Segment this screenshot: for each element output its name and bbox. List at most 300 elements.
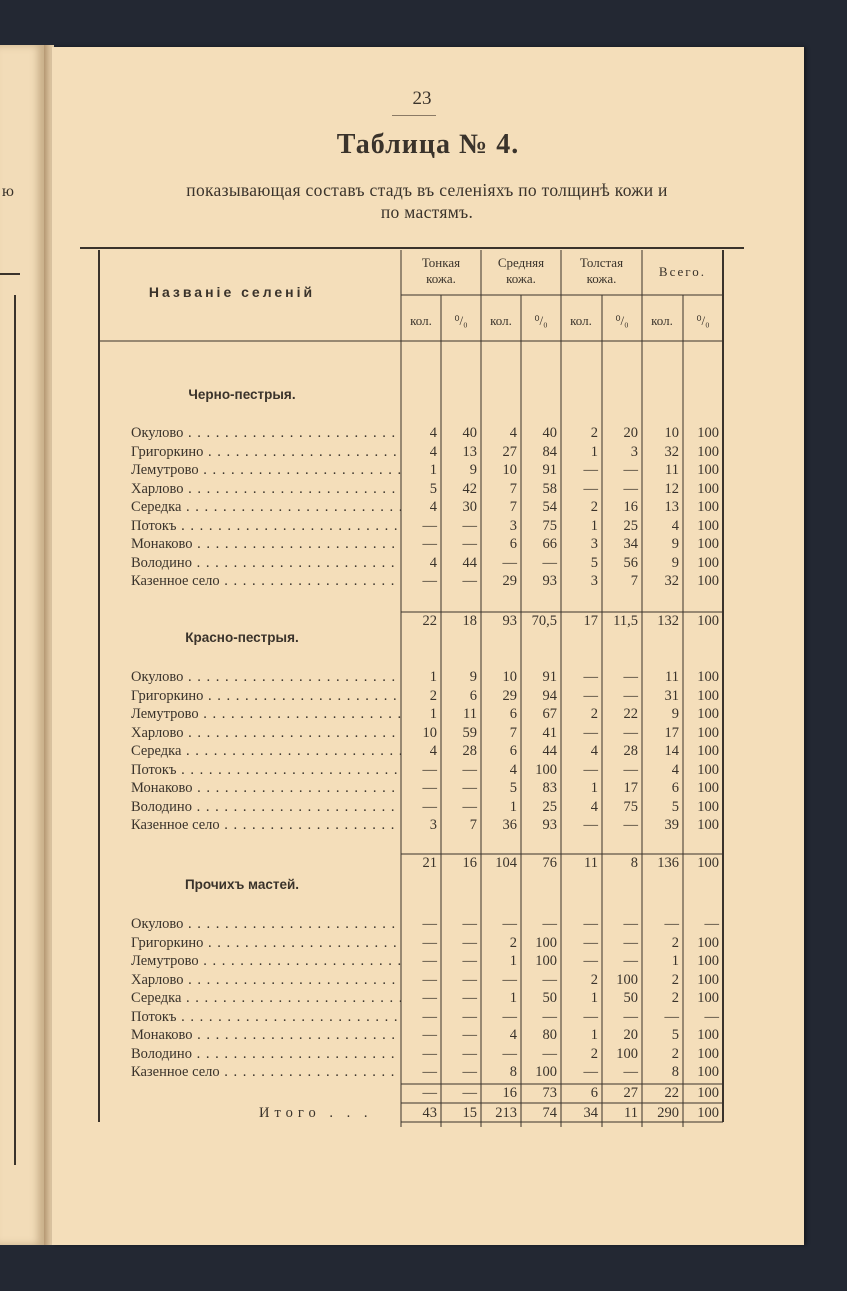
row-cell-3: 58 [542, 480, 557, 497]
village-name: Монаково . . . [131, 535, 401, 553]
subtotal-cell-7: 100 [697, 613, 719, 629]
row-cell-1: — [462, 934, 477, 951]
row-cell-0: 1 [429, 462, 437, 478]
row-cell-3: 100 [535, 934, 557, 951]
row-cell-0: — [422, 1008, 437, 1025]
row-cell-7: — [704, 1008, 719, 1025]
row-cell-1: — [462, 1045, 477, 1062]
row-cell-5: 50 [623, 990, 638, 1006]
row-cell-1: — [462, 780, 477, 796]
table-row [52, 461, 804, 479]
row-cell-1: — [462, 761, 477, 778]
table-row [52, 424, 804, 442]
row-cell-7: 100 [697, 554, 719, 571]
subtotal-cell-1: 16 [462, 855, 477, 871]
subtotal-cell-3: 76 [542, 855, 557, 871]
row-cell-2: 6 [509, 706, 517, 722]
village-name: Потокъ . . . [131, 517, 401, 535]
village-name: Окулово . . . [131, 668, 401, 686]
village-name: Окулово . . . [131, 424, 401, 442]
total-cell-2: 213 [495, 1105, 517, 1121]
row-cell-1: 13 [462, 443, 477, 460]
row-cell-2: 29 [502, 573, 517, 589]
row-cell-4: — [583, 1064, 598, 1080]
row-cell-1: — [462, 1064, 477, 1080]
subtotal-cell-0: 21 [422, 855, 437, 871]
row-cell-7: 100 [697, 780, 719, 796]
row-cell-4: — [583, 724, 598, 741]
row-cell-1: 40 [462, 425, 477, 441]
row-cell-3: 80 [542, 1027, 557, 1043]
row-cell-3: — [542, 1045, 557, 1062]
subtotal-cell-5: 8 [630, 855, 638, 871]
subtotal-cell-7: 100 [697, 1085, 719, 1101]
table-row [52, 798, 804, 816]
row-cell-7: 100 [697, 462, 719, 478]
row-cell-4: 2 [590, 1045, 598, 1062]
village-name: Григоркино . . . [131, 443, 401, 461]
subtotal-cell-2: 93 [502, 613, 517, 629]
row-cell-6: 17 [664, 724, 679, 741]
table-row [52, 554, 804, 572]
row-cell-0: — [422, 1045, 437, 1062]
row-cell-2: 1 [509, 990, 517, 1006]
row-cell-6: 2 [671, 971, 679, 988]
section-title: Красно-пестрыя. [185, 630, 299, 645]
row-cell-0: 4 [429, 743, 437, 759]
row-cell-5: — [623, 953, 638, 969]
table-row [52, 1063, 804, 1081]
row-cell-6: 5 [671, 798, 679, 815]
row-cell-4: 1 [590, 443, 598, 460]
row-cell-1: — [462, 990, 477, 1006]
subtitle-line-2: по мастямъ. [380, 202, 474, 222]
subtotal-cell-6: 136 [657, 855, 679, 871]
village-name: Монаково . . . [131, 1026, 401, 1044]
section-title: Прочихъ мастей. [184, 877, 300, 892]
row-cell-2: 7 [509, 724, 517, 741]
subtitle-line-1: показывающая составъ стадъ въ селеніяхъ по толщинѣ кожи и [186, 180, 668, 200]
section-title: Черно-пестрыя. [188, 387, 296, 402]
village-name: Окулово . . . [131, 915, 401, 933]
row-cell-4: — [583, 817, 598, 833]
table-row [52, 724, 804, 742]
table-row [52, 761, 804, 779]
row-cell-2: 1 [509, 953, 517, 969]
total-row [52, 1104, 804, 1122]
table-row [52, 480, 804, 498]
row-cell-6: 2 [671, 990, 679, 1006]
table-row [52, 443, 804, 461]
subtotal-cell-2: 16 [502, 1085, 517, 1101]
row-cell-6: — [664, 916, 679, 932]
row-cell-0: — [422, 536, 437, 552]
sub-pct-1: ⁰/₀ [454, 313, 468, 328]
row-cell-2: 7 [509, 499, 517, 515]
row-cell-7: 100 [697, 990, 719, 1006]
row-cell-2: 8 [509, 1064, 517, 1080]
page-number: 23 [412, 88, 432, 109]
row-cell-4: 2 [590, 499, 598, 515]
village-name: Харлово . . . [131, 971, 401, 989]
row-cell-3: — [542, 1008, 557, 1025]
subtotal-row [52, 1084, 804, 1102]
table-row [52, 989, 804, 1007]
row-cell-5: 20 [623, 1027, 638, 1043]
row-cell-2: 4 [509, 425, 517, 441]
row-cell-2: 6 [509, 743, 517, 759]
row-cell-2: 7 [509, 480, 517, 497]
row-cell-3: — [542, 554, 557, 571]
row-cell-4: 1 [590, 780, 598, 796]
left-page-text-fragment: ю [2, 183, 14, 200]
subtotal-cell-7: 100 [697, 855, 719, 871]
row-cell-4: 1 [590, 1027, 598, 1043]
row-cell-6: 12 [664, 480, 679, 497]
table-title: Таблица № 4. [336, 129, 520, 160]
row-cell-2: 5 [509, 780, 517, 796]
row-cell-7: 100 [697, 934, 719, 951]
table-row [52, 779, 804, 797]
row-cell-5: — [623, 480, 638, 497]
row-cell-6: 8 [671, 1064, 679, 1080]
row-cell-0: — [422, 761, 437, 778]
row-cell-7: 100 [697, 573, 719, 589]
row-cell-7: — [704, 916, 719, 932]
row-cell-1: 7 [469, 817, 477, 833]
village-name: Володино . . . [131, 554, 401, 572]
left-page-table-line [14, 295, 16, 1165]
row-cell-3: 84 [542, 443, 557, 460]
row-cell-0: 5 [429, 480, 437, 497]
row-cell-7: 100 [697, 971, 719, 988]
book-page [52, 47, 804, 1245]
row-cell-6: 5 [671, 1027, 679, 1043]
row-cell-7: 100 [697, 499, 719, 515]
row-cell-7: 100 [697, 761, 719, 778]
row-cell-5: 16 [623, 499, 638, 515]
row-cell-7: 100 [697, 1045, 719, 1062]
row-cell-3: 91 [542, 462, 557, 478]
row-cell-4: — [583, 761, 598, 778]
row-cell-2: 6 [509, 536, 517, 552]
table-row [52, 668, 804, 686]
row-cell-2: — [502, 916, 517, 932]
village-name: Лемутрово . . . [131, 952, 401, 970]
row-cell-0: — [422, 1064, 437, 1080]
subtotal-cell-6: 22 [664, 1085, 679, 1101]
row-cell-0: 10 [422, 724, 437, 741]
row-cell-6: 32 [664, 573, 679, 589]
total-label: Итого . . . [259, 1105, 373, 1121]
sub-kol-3: кол. [570, 313, 592, 328]
row-cell-6: 9 [671, 706, 679, 722]
row-cell-6: 31 [664, 687, 679, 704]
subtotal-cell-5: 27 [623, 1085, 638, 1101]
row-cell-2: 2 [509, 934, 517, 951]
row-cell-1: 30 [462, 499, 477, 515]
row-cell-3: 41 [542, 724, 557, 741]
row-cell-4: — [583, 1008, 598, 1025]
row-cell-0: 4 [429, 443, 437, 460]
row-cell-1: — [462, 971, 477, 988]
row-cell-1: — [462, 517, 477, 534]
row-cell-4: 2 [590, 706, 598, 722]
row-cell-0: 4 [429, 499, 437, 515]
total-cell-3: 74 [542, 1105, 557, 1121]
row-cell-3: 75 [542, 517, 557, 534]
subtotal-cell-3: 70,5 [531, 613, 557, 629]
row-cell-4: — [583, 480, 598, 497]
table-row [52, 1026, 804, 1044]
sub-kol-4: кол. [651, 313, 673, 328]
subtotal-cell-4: 17 [583, 613, 598, 629]
village-name: Володино . . . [131, 798, 401, 816]
table-row [52, 952, 804, 970]
village-name: Казенное село . . . [131, 816, 401, 834]
row-cell-6: 6 [671, 780, 679, 796]
row-cell-6: 32 [664, 443, 679, 460]
header-thin-skin-label: Тонкая кожа. [421, 255, 461, 286]
row-cell-5: — [623, 724, 638, 741]
row-cell-6: 2 [671, 934, 679, 951]
sub-kol-1: кол. [410, 313, 432, 328]
row-cell-5: 25 [623, 517, 638, 534]
row-cell-1: 9 [469, 462, 477, 478]
row-cell-7: 100 [697, 425, 719, 441]
row-cell-6: 39 [664, 817, 679, 833]
row-cell-4: 2 [590, 971, 598, 988]
header-total-label: Всего. [658, 264, 707, 279]
village-name: Казенное село . . . [131, 572, 401, 590]
subtotal-cell-2: 104 [495, 855, 517, 871]
row-cell-4: 2 [590, 425, 598, 441]
village-name: Харлово . . . [131, 724, 401, 742]
row-cell-1: — [462, 798, 477, 815]
row-cell-5: 20 [623, 425, 638, 441]
row-cell-7: 100 [697, 953, 719, 969]
row-cell-5: — [623, 1064, 638, 1080]
total-cell-4: 34 [583, 1105, 598, 1121]
row-cell-5: — [623, 817, 638, 833]
row-cell-1: — [462, 1027, 477, 1043]
sub-kol-2: кол. [490, 313, 512, 328]
subtotal-cell-3: 73 [542, 1085, 557, 1101]
row-cell-3: 66 [542, 536, 557, 552]
subtotal-cell-1: — [462, 1085, 477, 1101]
row-cell-5: 56 [623, 554, 638, 571]
row-cell-0: — [422, 990, 437, 1006]
row-cell-5: — [623, 462, 638, 478]
table-row [52, 498, 804, 516]
row-cell-5: 75 [623, 798, 638, 815]
row-cell-4: — [583, 953, 598, 969]
row-cell-5: 100 [616, 971, 638, 988]
row-cell-4: 5 [590, 554, 598, 571]
row-cell-7: 100 [697, 443, 719, 460]
row-cell-0: 3 [429, 817, 437, 833]
row-cell-6: 11 [665, 669, 679, 685]
row-cell-6: 4 [671, 517, 679, 534]
row-cell-4: 1 [590, 517, 598, 534]
subtotal-row [52, 612, 804, 630]
row-cell-6: 1 [671, 953, 679, 969]
subtotal-cell-0: — [422, 1085, 437, 1101]
row-cell-1: 6 [469, 687, 477, 704]
table-row [52, 934, 804, 952]
row-cell-2: 1 [509, 798, 517, 815]
row-cell-7: 100 [697, 669, 719, 685]
row-cell-5: 7 [630, 573, 638, 589]
row-cell-1: 59 [462, 724, 477, 741]
row-cell-0: — [422, 971, 437, 988]
row-cell-2: 36 [502, 817, 517, 833]
sub-pct-3: ⁰/₀ [615, 313, 629, 328]
row-cell-6: 9 [671, 536, 679, 552]
sub-pct-2: ⁰/₀ [534, 313, 548, 328]
header-thick-skin [561, 255, 642, 287]
row-cell-3: 25 [542, 798, 557, 815]
row-cell-5: 3 [630, 443, 638, 460]
row-cell-6: — [664, 1008, 679, 1025]
row-cell-4: — [583, 687, 598, 704]
village-name: Середка . . . [131, 742, 401, 760]
row-cell-7: 100 [697, 536, 719, 552]
row-cell-5: — [623, 669, 638, 685]
row-cell-2: 4 [509, 761, 517, 778]
village-name: Казенное село . . . [131, 1063, 401, 1081]
subtotal-cell-6: 132 [657, 613, 679, 629]
row-cell-5: — [623, 761, 638, 778]
row-cell-4: — [583, 462, 598, 478]
subtotal-cell-4: 11 [584, 855, 598, 871]
row-cell-3: 100 [535, 761, 557, 778]
row-cell-0: — [422, 798, 437, 815]
header-thick-skin-label: Толстая кожа. [579, 255, 624, 286]
row-cell-7: 100 [697, 743, 719, 759]
sub-pct-4: ⁰/₀ [696, 313, 710, 328]
village-name: Харлово . . . [131, 480, 401, 498]
village-name: Середка . . . [131, 498, 401, 516]
table-row [52, 971, 804, 989]
table-row [52, 742, 804, 760]
row-cell-0: 4 [429, 554, 437, 571]
row-cell-6: 14 [664, 743, 679, 759]
row-cell-0: 4 [429, 425, 437, 441]
left-page-edge [0, 45, 46, 1245]
row-cell-7: 100 [697, 687, 719, 704]
row-cell-4: 1 [590, 990, 598, 1006]
row-cell-2: 27 [502, 443, 517, 460]
row-cell-3: 93 [542, 817, 557, 833]
village-name: Лемутрово . . . [131, 705, 401, 723]
row-cell-5: 34 [623, 536, 638, 552]
row-cell-0: — [422, 953, 437, 969]
total-cell-6: 290 [657, 1105, 679, 1121]
row-cell-7: 100 [697, 480, 719, 497]
row-cell-1: 28 [462, 743, 477, 759]
table-row [52, 517, 804, 535]
row-cell-4: 4 [590, 798, 598, 815]
village-name: Потокъ . . . [131, 761, 401, 779]
subtotal-cell-0: 22 [422, 613, 437, 629]
left-page-rule [0, 273, 20, 275]
row-cell-1: — [462, 953, 477, 969]
row-cell-3: 44 [542, 743, 557, 759]
row-cell-6: 2 [671, 1045, 679, 1062]
row-cell-6: 10 [664, 425, 679, 441]
row-cell-0: — [422, 573, 437, 589]
row-cell-4: — [583, 916, 598, 932]
row-cell-5: 22 [623, 706, 638, 722]
row-cell-1: 9 [469, 669, 477, 685]
row-cell-6: 9 [671, 554, 679, 571]
row-cell-4: 4 [590, 743, 598, 759]
table-row [52, 535, 804, 553]
table-row [52, 816, 804, 834]
row-cell-3: 94 [542, 687, 557, 704]
row-cell-2: 10 [502, 462, 517, 478]
row-cell-4: 3 [590, 573, 598, 589]
row-cell-2: — [502, 554, 517, 571]
row-cell-1: 44 [462, 554, 477, 571]
village-name: Володино . . . [131, 1045, 401, 1063]
header-medium-skin-label: Средняя кожа. [497, 255, 545, 286]
row-cell-7: 100 [697, 517, 719, 534]
row-cell-0: 2 [429, 687, 437, 704]
row-cell-2: 3 [509, 517, 517, 534]
row-cell-5: — [623, 687, 638, 704]
row-cell-3: 40 [542, 425, 557, 441]
village-name: Лемутрово . . . [131, 461, 401, 479]
village-name: Середка . . . [131, 989, 401, 1007]
row-cell-7: 100 [697, 706, 719, 722]
row-cell-5: 17 [623, 780, 638, 796]
row-cell-3: 100 [535, 1064, 557, 1080]
row-cell-2: — [502, 1045, 517, 1062]
row-cell-0: — [422, 934, 437, 951]
row-cell-0: 1 [429, 669, 437, 685]
village-name: Григоркино . . . [131, 934, 401, 952]
header-village-name: Названіе селеній [148, 284, 316, 300]
total-cell-7: 100 [697, 1105, 719, 1121]
village-name: Григоркино . . . [131, 687, 401, 705]
row-cell-7: 100 [697, 798, 719, 815]
row-cell-1: — [462, 1008, 477, 1025]
header-total [642, 264, 723, 280]
table-row [52, 705, 804, 723]
table-row [52, 915, 804, 933]
row-cell-3: 54 [542, 499, 557, 515]
row-cell-3: 67 [542, 706, 557, 722]
row-cell-2: 10 [502, 669, 517, 685]
row-cell-1: — [462, 536, 477, 552]
row-cell-5: 28 [623, 743, 638, 759]
village-name: Потокъ . . . [131, 1008, 401, 1026]
village-name: Монаково . . . [131, 779, 401, 797]
row-cell-0: 1 [429, 706, 437, 722]
row-cell-3: — [542, 971, 557, 988]
row-cell-3: 91 [542, 669, 557, 685]
row-cell-0: — [422, 517, 437, 534]
subtotal-cell-4: 6 [590, 1085, 598, 1101]
table-row [52, 572, 804, 590]
table-row [52, 687, 804, 705]
row-cell-4: 3 [590, 536, 598, 552]
row-cell-3: 50 [542, 990, 557, 1006]
row-cell-1: 11 [463, 706, 477, 722]
row-cell-0: — [422, 1027, 437, 1043]
